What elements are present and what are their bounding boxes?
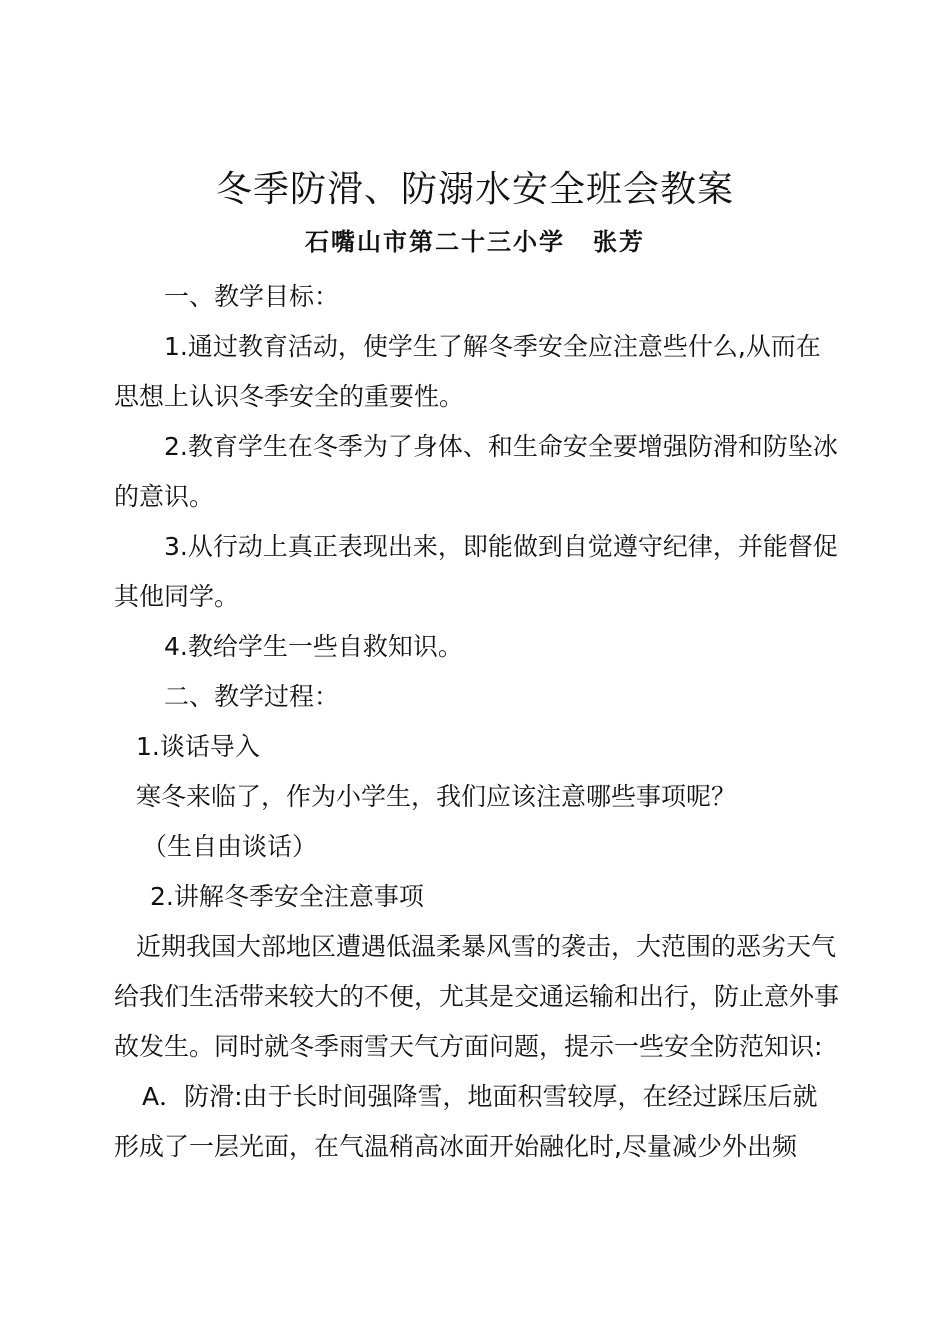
objective-paragraph: 1.通过教育活动，使学生了解冬季安全应注意些什么,从而在思想上认识冬季安全的重要性。	[114, 332, 821, 411]
document-title: 冬季防滑、防溺水安全班会教案	[215, 169, 734, 210]
objective-paragraph: 4.教给学生一些自救知识。	[164, 632, 463, 661]
process-paragraph: （生自由谈话）	[142, 832, 318, 861]
section-heading-process: 二、教学过程：	[164, 682, 340, 711]
school-name: 石嘴山市第二十三小学	[305, 227, 565, 256]
process-paragraph: 寒冬来临了，作为小学生，我们应该注意哪些事项呢？	[136, 782, 737, 811]
objective-paragraph: 2.教育学生在冬季为了身体、和生命安全要增强防滑和防坠冰的意识。	[114, 432, 838, 511]
document-body	[114, 272, 839, 1172]
process-step: 1.谈话导入	[136, 732, 260, 761]
author-line	[0, 226, 950, 258]
process-paragraph: A．防滑:由于长时间强降雪，地面积雪较厚，在经过踩压后就形成了一层光面，在气温稍高冰面开始融化时,尽量减少外出频	[114, 1082, 818, 1161]
objective-paragraph: 3.从行动上真正表现出来，即能做到自觉遵守纪律，并能督促其他同学。	[114, 532, 838, 611]
process-paragraph: 近期我国大部地区遭遇低温柔暴风雪的袭击，大范围的恶劣天气给我们生活带来较大的不便，尤其是交通运输和出行，防止意外事故发生。同时就冬季雨雪天气方面问题，提示一些安全防范知识:	[114, 932, 840, 1061]
process-step: 2.讲解冬季安全注意事项	[150, 882, 424, 911]
author-name: 张芳	[593, 227, 645, 256]
section-heading-objectives: 一、教学目标：	[164, 282, 340, 311]
